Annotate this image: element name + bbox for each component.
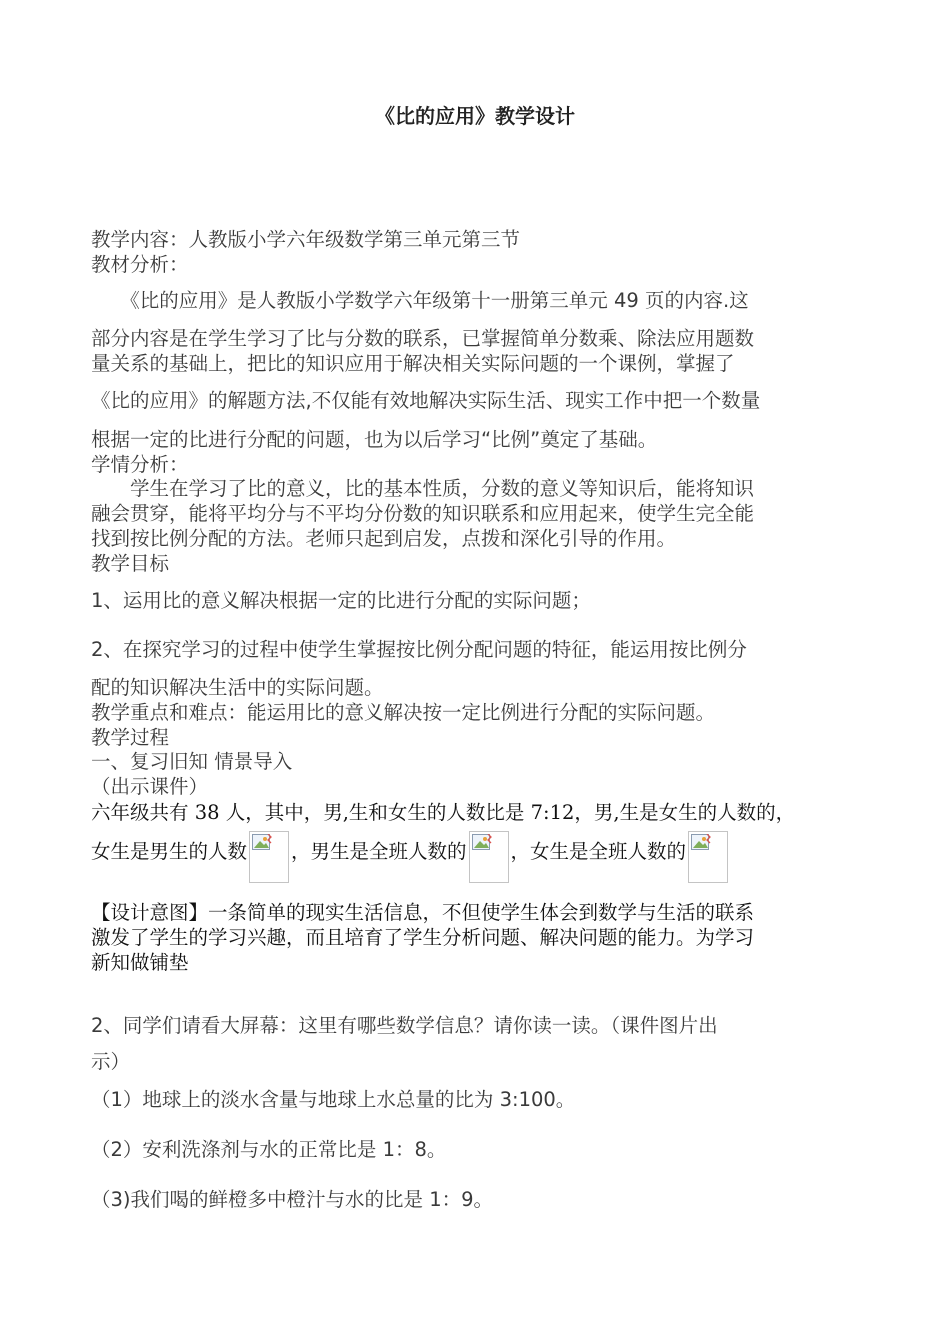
goal-1: 1、运用比的意义解决根据一定的比进行分配的实际问题； — [91, 589, 591, 612]
section-1-heading: 一、复习旧知 情景导入 — [91, 750, 293, 773]
broken-image-icon — [249, 831, 289, 883]
learner-analysis-line-3: 找到按比例分配的方法。老师只起到启发，点拨和深化引导的作用。 — [91, 527, 677, 550]
design-intent-line-3: 新知做铺垫 — [91, 951, 189, 974]
question-male-to-total: ，男生是全班人数的 — [291, 840, 467, 863]
broken-image-icon — [688, 831, 728, 883]
big-screen-prompt-line-1: 2、同学们请看大屏幕：这里有哪些数学信息？请你读一读。（课件图片出 — [91, 1014, 718, 1037]
material-analysis-line-1: 《比的应用》是人教版小学数学六年级第十一册第三单元 49 页的内容.这 — [91, 289, 749, 312]
problem-statement-line: 六年级共有 38 人，其中，男,生和女生的人数比是 7:12，男,生是女生的人数的， — [91, 801, 796, 824]
learner-analysis-heading: 学情分析： — [91, 453, 189, 476]
show-courseware-note: （出示课件） — [91, 775, 209, 798]
info-item-1: （1）地球上的淡水含量与地球上水总量的比为 3:100。 — [91, 1088, 576, 1111]
big-screen-prompt-line-2: 示） — [91, 1050, 131, 1073]
teaching-goals-heading: 教学目标 — [91, 552, 170, 575]
info-item-3: （3)我们喝的鲜橙多中橙汁与水的比是 1：9。 — [91, 1188, 494, 1211]
goal-2-line-2: 配的知识解决生活中的实际问题。 — [91, 676, 384, 699]
info-item-2: （2）安利洗涤剂与水的正常比是 1：8。 — [91, 1138, 447, 1161]
material-analysis-line-2: 部分内容是在学生学习了比与分数的联系，已掌握简单分数乘、除法应用题数 — [91, 327, 755, 350]
document-title: 《比的应用》教学设计 — [375, 104, 575, 128]
material-analysis-line-3: 量关系的基础上，把比的知识应用于解决相关实际问题的一个课例，掌握了 — [91, 352, 735, 375]
learner-analysis-line-2: 融会贯穿，能将平均分与不平均分份数的知识联系和应用起来，使学生完全能 — [91, 502, 755, 525]
teaching-content-line: 教学内容：人教版小学六年级数学第三单元第三节 — [91, 228, 521, 251]
design-intent-line-1: 【设计意图】一条简单的现实生活信息，不但使学生体会到数学与生活的联系 — [91, 901, 755, 924]
goal-2-line-1: 2、在探究学习的过程中使学生掌握按比例分配问题的特征，能运用按比例分 — [91, 638, 747, 661]
question-female-to-male: 女生是男生的人数 — [91, 840, 248, 863]
design-intent-line-2: 激发了学生的学习兴趣，而且培育了学生分析问题、解决问题的能力。为学习 — [91, 926, 755, 949]
learner-analysis-line-1: 学生在学习了比的意义，比的基本性质，分数的意义等知识后，能将知识 — [91, 477, 755, 500]
key-points-line: 教学重点和难点：能运用比的意义解决按一定比例进行分配的实际问题。 — [91, 701, 716, 724]
material-analysis-heading: 教材分析： — [91, 253, 189, 276]
teaching-process-heading: 教学过程 — [91, 726, 170, 749]
material-analysis-line-5: 根据一定的比进行分配的问题，也为以后学习“比例”奠定了基础。 — [91, 428, 658, 451]
material-analysis-line-4: 《比的应用》的解题方法,不仅能有效地解决实际生活、现实工作中把一个数量 — [91, 389, 761, 412]
question-female-to-total: ，女生是全班人数的 — [510, 840, 687, 863]
fraction-questions-line — [91, 831, 730, 883]
broken-image-icon — [469, 831, 509, 883]
